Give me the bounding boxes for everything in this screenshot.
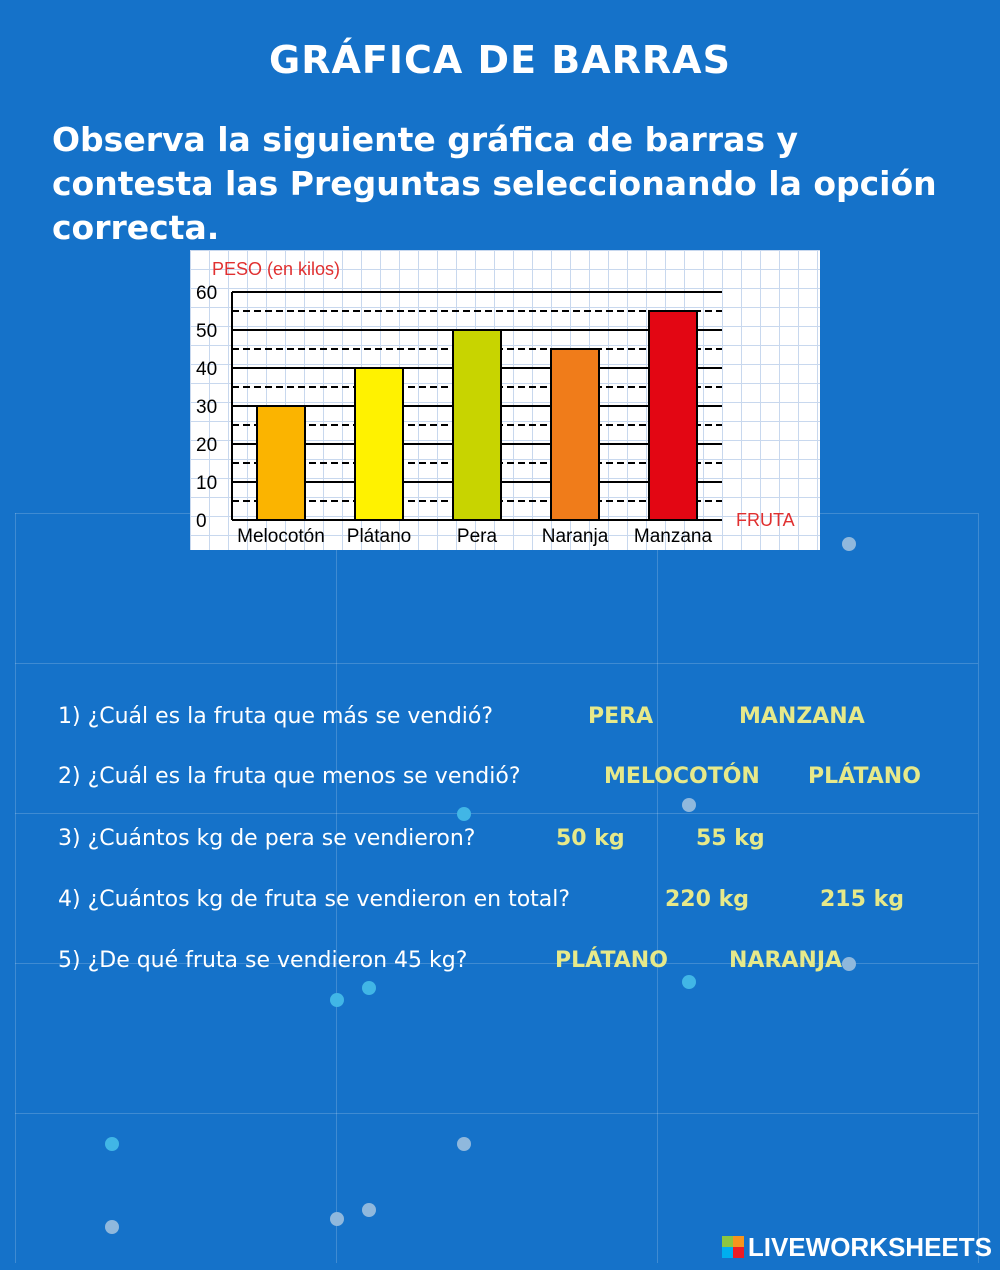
- question-5-text: 5) ¿De qué fruta se vendieron 45 kg?: [58, 948, 468, 973]
- question-3-option-2[interactable]: 55 kg: [696, 826, 765, 851]
- question-1-text: 1) ¿Cuál es la fruta que más se vendió?: [58, 704, 494, 729]
- y-tick-label: 40: [196, 359, 218, 380]
- dot-marker: [330, 1212, 344, 1226]
- bar-naranja: [551, 349, 599, 520]
- question-5-option-1[interactable]: PLÁTANO: [555, 948, 668, 973]
- y-tick-label: 0: [196, 511, 207, 532]
- bar-chart-svg: [190, 250, 820, 550]
- dot-marker: [842, 957, 856, 971]
- question-4-option-1[interactable]: 220 kg: [665, 887, 749, 912]
- bar-pera: [453, 330, 501, 520]
- page-title: GRÁFICA DE BARRAS: [269, 38, 731, 82]
- dot-marker: [362, 981, 376, 995]
- dot-marker: [457, 807, 471, 821]
- question-2-option-1[interactable]: MELOCOTÓN: [604, 764, 760, 789]
- y-tick-label: 30: [196, 397, 218, 418]
- question-4-text: 4) ¿Cuántos kg de fruta se vendieron en total?: [58, 887, 571, 912]
- dot-marker: [842, 537, 856, 551]
- x-tick-label: Naranja: [541, 526, 609, 547]
- y-tick-label: 20: [196, 435, 218, 456]
- question-2-text: 2) ¿Cuál es la fruta que menos se vendió?: [58, 764, 521, 789]
- x-axis-label: FRUTA: [736, 510, 795, 530]
- x-tick-label: Pera: [456, 526, 498, 547]
- dot-marker: [105, 1220, 119, 1234]
- bar-chart: [190, 250, 820, 550]
- x-tick-label: Plátano: [346, 526, 412, 547]
- question-1-option-1[interactable]: PERA: [588, 704, 654, 729]
- dot-marker: [682, 975, 696, 989]
- brand-text: LIVEWORKSHEETS: [747, 1231, 992, 1262]
- dot-marker: [457, 1137, 471, 1151]
- dot-marker: [682, 798, 696, 812]
- dot-marker: [105, 1137, 119, 1151]
- bar-melocotón: [257, 406, 305, 520]
- question-5-option-2[interactable]: NARANJA: [729, 948, 843, 973]
- question-3-text: 3) ¿Cuántos kg de pera se vendieron?: [58, 826, 476, 851]
- y-axis-label: PESO (en kilos): [212, 259, 341, 279]
- question-2-option-2[interactable]: PLÁTANO: [808, 764, 921, 789]
- liveworksheets-brand: [722, 1232, 992, 1262]
- x-tick-label: Melocotón: [237, 526, 325, 547]
- y-tick-label: 10: [196, 473, 218, 494]
- question-3-option-1[interactable]: 50 kg: [556, 826, 625, 851]
- question-4-option-2[interactable]: 215 kg: [820, 887, 904, 912]
- y-tick-label: 50: [196, 321, 218, 342]
- dot-marker: [362, 1203, 376, 1217]
- instructions-text: Observa la siguiente gráfica de barras y contesta las Preguntas seleccionando la opción correcta.: [52, 120, 937, 247]
- bar-plátano: [355, 368, 403, 520]
- question-1-option-2[interactable]: MANZANA: [739, 704, 865, 729]
- x-tick-label: Manzana: [633, 526, 713, 547]
- y-tick-label: 60: [196, 283, 218, 304]
- bar-manzana: [649, 311, 697, 520]
- dot-marker: [330, 993, 344, 1007]
- liveworksheets-logo-icon: [722, 1236, 744, 1258]
